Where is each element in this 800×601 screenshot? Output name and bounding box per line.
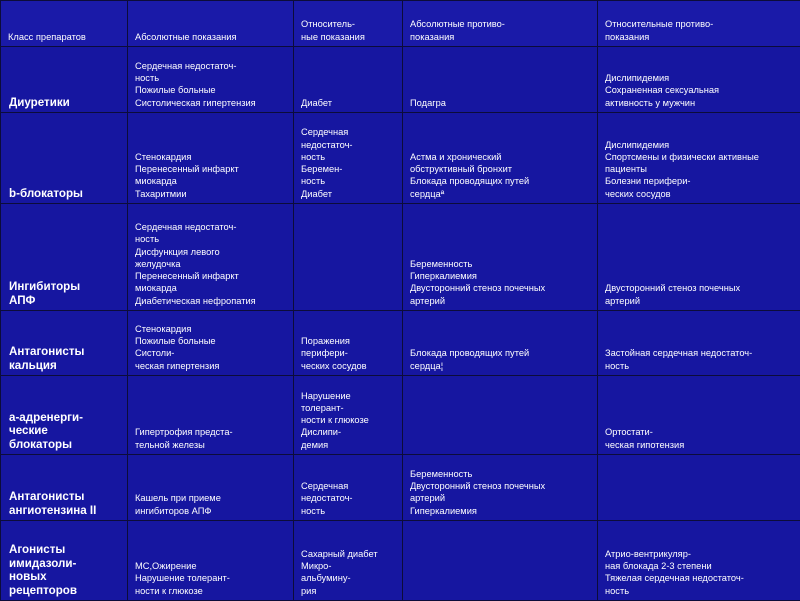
absolute-contraindications-cell — [403, 376, 598, 455]
header-relative-contraindications: Относительные противо- показания — [598, 1, 800, 47]
relative-contraindications-cell — [598, 455, 800, 521]
table-row — [1, 204, 800, 311]
drug-class-cell: Антагонисты ангиотензина II — [1, 455, 128, 521]
drug-class-cell: b-блокаторы — [1, 113, 128, 204]
relative-contraindications-cell: Атрио-вентрикуляр- ная блокада 2-3 степени Тяжелая сердечная недостаточ- ность — [598, 521, 800, 601]
relative-contraindications-cell: Дислипидемия Спортсмены и физически активные пациенты Болезни перифери- ческих сосудов — [598, 113, 800, 204]
absolute-contraindications-cell: Беременность Двусторонний стеноз почечных артерий Гиперкалиемия — [403, 455, 598, 521]
absolute-indications-cell: Гипертрофия предста- тельной железы — [128, 376, 294, 455]
relative-indications-cell — [294, 204, 403, 311]
drug-class-cell: Агонисты имидазоли- новых рецепторов — [1, 521, 128, 601]
header-relative-indications: Относитель- ные показания — [294, 1, 403, 47]
absolute-indications-cell: Стенокардия Перенесенный инфаркт миокарда Тахаритмии — [128, 113, 294, 204]
drug-class-cell: a-адренерги- ческие блокаторы — [1, 376, 128, 455]
header-absolute-contraindications: Абсолютные противо- показания — [403, 1, 598, 47]
table-row — [1, 47, 800, 113]
drug-class-cell: Диуретики — [1, 47, 128, 113]
table-row — [1, 376, 800, 455]
absolute-indications-cell: МС,Ожирение Нарушение толерант- ности к глюкозе — [128, 521, 294, 601]
absolute-contraindications-cell: Беременность Гиперкалиемия Двусторонний стеноз почечных артерий — [403, 204, 598, 311]
absolute-contraindications-cell — [403, 521, 598, 601]
table-row — [1, 113, 800, 204]
absolute-contraindications-cell: Блокада проводящих путей сердца¦ — [403, 311, 598, 376]
header-absolute-indications: Абсолютные показания — [128, 1, 294, 47]
absolute-contraindications-cell: Подагра — [403, 47, 598, 113]
relative-contraindications-cell: Дислипидемия Сохраненная сексуальная активность у мужчин — [598, 47, 800, 113]
relative-indications-cell: Сердечная недостаточ- ность — [294, 455, 403, 521]
relative-contraindications-cell: Двусторонний стеноз почечных артерий — [598, 204, 800, 311]
relative-indications-cell: Диабет — [294, 47, 403, 113]
drug-class-cell: Ингибиторы АПФ — [1, 204, 128, 311]
absolute-indications-cell: Стенокардия Пожилые больные Систоли- ческая гипертензия — [128, 311, 294, 376]
absolute-indications-cell: Кашель при приеме ингибиторов АПФ — [128, 455, 294, 521]
relative-indications-cell: Поражения перифери- ческих сосудов — [294, 311, 403, 376]
relative-indications-cell: Сердечная недостаточ- ность Беремен- ность Диабет — [294, 113, 403, 204]
absolute-indications-cell: Сердечная недостаточ- ность Пожилые больные Систолическая гипертензия — [128, 47, 294, 113]
relative-indications-cell: Нарушение толерант- ности к глюкозе Дислипи- демия — [294, 376, 403, 455]
absolute-contraindications-cell: Астма и хронический обструктивный бронхит Блокада проводящих путей сердцаª — [403, 113, 598, 204]
drug-class-cell: Антагонисты кальция — [1, 311, 128, 376]
relative-contraindications-cell: Застойная сердечная недостаточ- ность — [598, 311, 800, 376]
header-drug-class: Класс препаратов — [1, 1, 128, 47]
relative-indications-cell: Сахарный диабет Микро- альбумину- рия — [294, 521, 403, 601]
header-row — [1, 1, 800, 47]
table-row — [1, 521, 800, 601]
relative-contraindications-cell: Ортостати- ческая гипотензия — [598, 376, 800, 455]
table-row — [1, 311, 800, 376]
absolute-indications-cell: Сердечная недостаточ- ность Дисфункция левого желудочка Перенесенный инфаркт миокарда Диабетическая нефропатия — [128, 204, 294, 311]
table-row — [1, 455, 800, 521]
